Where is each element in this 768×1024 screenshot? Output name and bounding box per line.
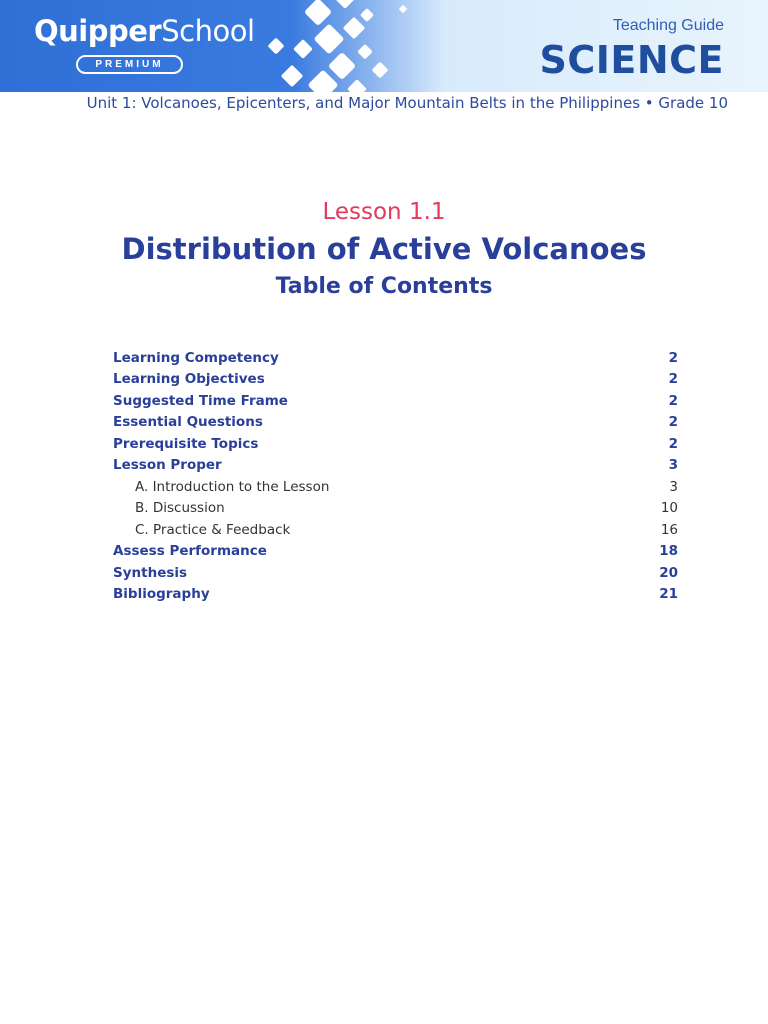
- diamond-pattern-decoration: [262, 0, 422, 92]
- toc-entry-page: 3: [669, 478, 678, 495]
- toc-entry-label: Lesson Proper: [113, 457, 222, 474]
- toc-entry-suggested-time-frame[interactable]: [113, 390, 678, 412]
- toc-entry-page: 3: [668, 457, 678, 474]
- toc-subentry-discussion[interactable]: [113, 498, 678, 520]
- toc-entry-bibliography[interactable]: [113, 584, 678, 606]
- toc-entry-label: Prerequisite Topics: [113, 435, 259, 452]
- lesson-title: Distribution of Active Volcanoes: [121, 232, 647, 266]
- toc-entry-page: 20: [659, 564, 678, 581]
- toc-entry-page: 2: [668, 435, 678, 452]
- toc-entry-label: Learning Objectives: [113, 371, 265, 388]
- premium-badge: PREMIUM: [76, 55, 183, 74]
- toc-entry-label: Synthesis: [113, 564, 188, 581]
- toc-entry-label: C. Practice & Feedback: [135, 521, 291, 538]
- toc-entry-label: Bibliography: [113, 586, 210, 603]
- header-banner: [0, 0, 768, 92]
- toc-entry-label: B. Discussion: [135, 500, 225, 517]
- toc-entry-label: Suggested Time Frame: [113, 392, 288, 409]
- toc-entry-label: A. Introduction to the Lesson: [135, 478, 330, 495]
- logo-text-school: School: [161, 14, 255, 48]
- toc-entry-label: Learning Competency: [113, 349, 279, 366]
- toc-entry-page: 2: [668, 371, 678, 388]
- unit-subtitle: Unit 1: Volcanoes, Epicenters, and Major Mountain Belts in the Philippines • Grade 10: [86, 94, 728, 112]
- toc-subentry-introduction[interactable]: [113, 476, 678, 498]
- toc-entry-learning-competency[interactable]: [113, 347, 678, 369]
- logo-text-quipper: Quipper: [34, 14, 162, 48]
- toc-entry-page: 16: [660, 521, 678, 538]
- toc-entry-page: 2: [668, 392, 678, 409]
- toc-entry-learning-objectives[interactable]: [113, 369, 678, 391]
- toc-entry-page: 21: [659, 586, 678, 603]
- toc-entry-essential-questions[interactable]: [113, 412, 678, 434]
- toc-entry-page: 2: [668, 349, 678, 366]
- toc-entry-lesson-proper[interactable]: [113, 455, 678, 477]
- toc-subentry-practice-feedback[interactable]: [113, 519, 678, 541]
- toc-entry-label: Essential Questions: [113, 414, 263, 431]
- teaching-guide-label: Teaching Guide: [612, 17, 724, 34]
- table-of-contents-heading: Table of Contents: [275, 274, 493, 299]
- toc-entry-synthesis[interactable]: [113, 562, 678, 584]
- toc-entry-prerequisite-topics[interactable]: [113, 433, 678, 455]
- lesson-number: Lesson 1.1: [322, 199, 446, 225]
- toc-entry-page: 2: [668, 414, 678, 431]
- toc-entry-assess-performance[interactable]: [113, 541, 678, 563]
- toc-entry-label: Assess Performance: [113, 543, 267, 560]
- toc-entry-page: 10: [660, 500, 678, 517]
- quipper-school-logo: [34, 14, 255, 48]
- subject-title: SCIENCE: [539, 38, 724, 82]
- table-of-contents: [113, 347, 678, 605]
- toc-entry-page: 18: [659, 543, 678, 560]
